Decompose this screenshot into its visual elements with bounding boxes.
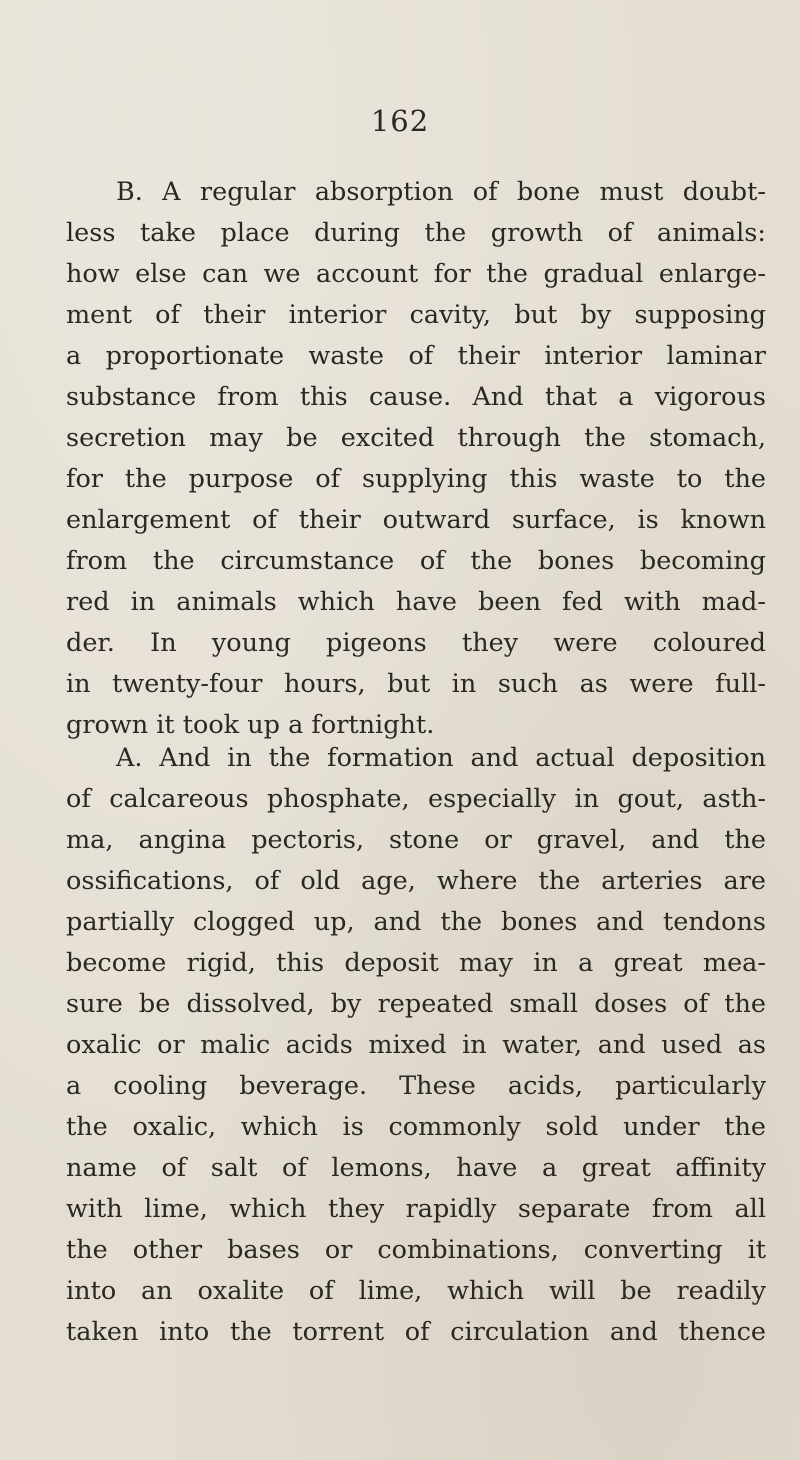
text-line: the other bases or combinations, converting it xyxy=(66,1235,766,1265)
text-line: for the purpose of supplying this waste to the xyxy=(66,464,766,494)
text-line: partially clogged up, and the bones and tendons xyxy=(66,907,766,937)
text-line: sure be dissolved, by repeated small doses of the xyxy=(66,989,766,1019)
text-line: secretion may be excited through the stomach, xyxy=(66,423,766,453)
text-line: substance from this cause. And that a vigorous xyxy=(66,382,766,412)
text-line: red in animals which have been fed with mad- xyxy=(66,587,766,617)
text-line: from the circumstance of the bones becoming xyxy=(66,546,766,576)
text-line: taken into the torrent of circulation and thence xyxy=(66,1317,766,1347)
text-line: a proportionate waste of their interior laminar xyxy=(66,341,766,371)
page-number: 162 xyxy=(370,104,430,138)
text-line: become rigid, this deposit may in a great mea- xyxy=(66,948,766,978)
text-line: into an oxalite of lime, which will be readily xyxy=(66,1276,766,1306)
text-line: grown it took up a fortnight. xyxy=(66,710,435,740)
text-line: ossifications, of old age, where the arteries are xyxy=(66,866,766,896)
paragraph-b xyxy=(66,172,766,746)
text-line: A. And in the formation and actual deposition xyxy=(116,743,766,773)
text-line: oxalic or malic acids mixed in water, and used as xyxy=(66,1030,766,1060)
text-line: the oxalic, which is commonly sold under the xyxy=(66,1112,766,1142)
text-line: of calcareous phosphate, especially in gout, asth- xyxy=(66,784,766,814)
text-line: ment of their interior cavity, but by supposing xyxy=(66,300,766,330)
text-line: B. A regular absorption of bone must doubt- xyxy=(116,177,766,207)
text-line: with lime, which they rapidly separate from all xyxy=(66,1194,766,1224)
text-line: how else can we account for the gradual enlarge- xyxy=(66,259,766,289)
paragraph-a xyxy=(66,738,766,1353)
text-line: a cooling beverage. These acids, particularly xyxy=(66,1071,766,1101)
text-line: less take place during the growth of animals: xyxy=(66,218,766,248)
text-line: der. In young pigeons they were coloured xyxy=(66,628,766,658)
text-line: name of salt of lemons, have a great affinity xyxy=(66,1153,766,1183)
text-line: in twenty-four hours, but in such as were full- xyxy=(66,669,766,699)
text-line: enlargement of their outward surface, is known xyxy=(66,505,766,535)
text-line: ma, angina pectoris, stone or gravel, and the xyxy=(66,825,766,855)
